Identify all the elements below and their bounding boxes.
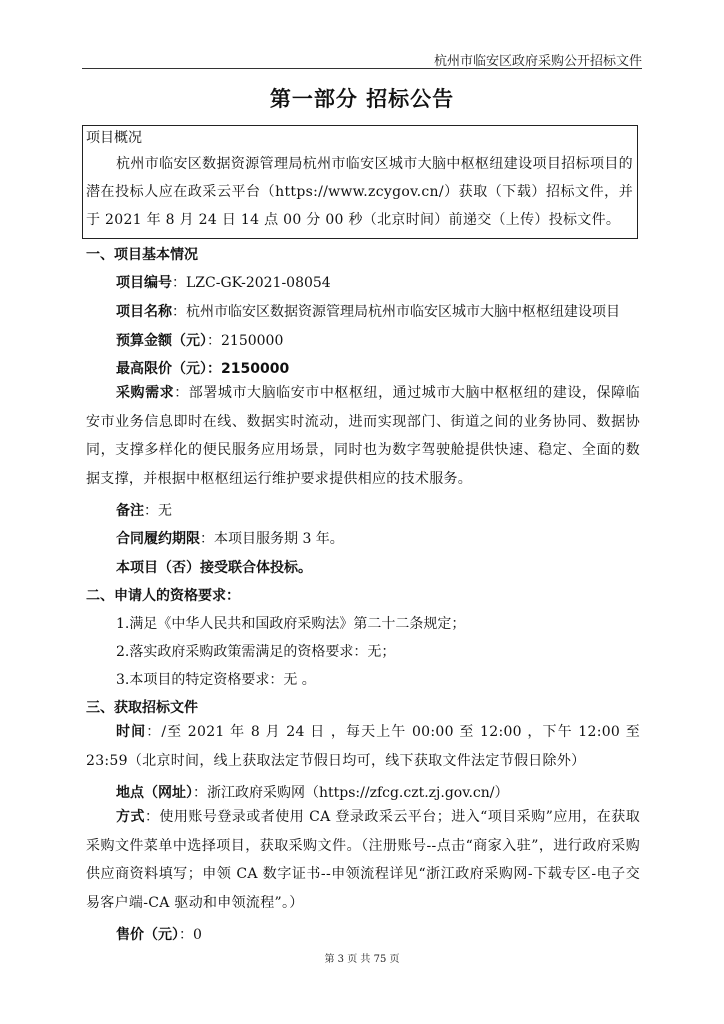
overview-text: 杭州市临安区数据资源管理局杭州市临安区城市大脑中枢枢纽建设项目招标项目的潜在投标人应在政采云平台（https://www.zcygov.cn/）获取（下载）招标文件，并于 2021 年 8 月 24 日 14 点 00 分 00 秒（北京时间）前递交（上传）投标文件。 bbox=[86, 156, 633, 228]
budget-row bbox=[116, 330, 640, 350]
acquisition-place-row bbox=[116, 782, 640, 802]
qualification-item: 1.满足《中华人民共和国政府采购法》第二十二条规定； bbox=[116, 616, 466, 632]
max-price-row bbox=[116, 358, 640, 378]
project-name-value: ：杭州市临安区数据资源管理局杭州市临安区城市大脑中枢枢纽建设项目 bbox=[172, 304, 620, 320]
overview-box bbox=[82, 125, 638, 239]
contract-term-row bbox=[116, 528, 640, 548]
remark-row bbox=[116, 500, 640, 520]
project-number-label: 项目编号 bbox=[116, 275, 172, 291]
section-1-heading: 一、项目基本情况 bbox=[86, 247, 198, 263]
page-title: 第一部分 招标公告 bbox=[269, 87, 455, 111]
time-text: ：/至 2021 年 8 月 24 日 ，每天上午 00:00 至 12:00 ，下午 12:00 至 23:59（北京时间，线上获取法定节假日均可，线下获取文件法定节假日除外） bbox=[86, 724, 640, 769]
overview-heading: 项目概况 bbox=[86, 130, 142, 146]
place-label: 地点（网址） bbox=[116, 785, 193, 801]
running-header: 杭州市临安区政府采购公开招标文件 bbox=[433, 54, 642, 69]
acquisition-method bbox=[86, 803, 640, 917]
method-text: ：使用账号登录或者使用 CA 登录政采云平台；进入“项目采购”应用，在获取采购文件菜单中选择项目，获取采购文件。（注册账号--点击“商家入驻”，进行政府采购供应商资料填写；申领 CA 数字证书--申领流程详见“浙江政府采购网-下载专区-电子交易客户端-CA 驱动和申领流程”。） bbox=[86, 809, 640, 911]
price-label: 售价（元） bbox=[116, 927, 179, 943]
section-3-heading: 三、获取招标文件 bbox=[86, 700, 198, 716]
contract-term-value: ：本项目服务期 3 年。 bbox=[200, 531, 344, 547]
remark-label: 备注 bbox=[116, 503, 144, 519]
project-number-value: ：LZC-GK-2021-08054 bbox=[172, 275, 331, 291]
remark-value: ：无 bbox=[144, 503, 172, 519]
price-row bbox=[116, 924, 640, 944]
max-price-label: 最高限价（元）： bbox=[116, 361, 221, 377]
acquisition-time bbox=[86, 718, 640, 775]
price-value: ：0 bbox=[179, 927, 202, 943]
time-label: 时间 bbox=[116, 724, 147, 740]
contract-term-label: 合同履约期限 bbox=[116, 531, 200, 547]
project-number-row bbox=[116, 272, 640, 292]
budget-value: ：2150000 bbox=[207, 333, 284, 349]
method-label: 方式 bbox=[116, 809, 145, 825]
qualification-item: 3.本项目的特定资格要求：无 。 bbox=[116, 672, 316, 688]
max-price-value: 2150000 bbox=[221, 361, 290, 377]
header-rule bbox=[82, 68, 642, 69]
project-name-label: 项目名称 bbox=[116, 304, 172, 320]
demand-text: ：部署城市大脑临安市中枢枢纽，通过城市大脑中枢枢纽的建设，保障临安市业务信息即时在线、数据实时流动，进而实现部门、街道之间的业务协同、数据协同，支撑多样化的便民服务应用场景，同时也为数字驾驶舱提供快速、稳定、全面的数据支撑，并根据中枢枢纽运行维护要求提供相应的技术服务。 bbox=[86, 385, 640, 487]
place-value: ：浙江政府采购网（https://zfcg.czt.zj.gov.cn/） bbox=[193, 785, 509, 801]
consortium-note: 本项目（否）接受联合体投标。 bbox=[116, 560, 312, 576]
qualification-item: 2.落实政府采购政策需满足的资格要求：无； bbox=[116, 644, 396, 660]
demand-label: 采购需求 bbox=[116, 385, 175, 401]
budget-label: 预算金额（元） bbox=[116, 333, 207, 349]
project-name-row bbox=[116, 301, 640, 321]
page-number: 第 3 页 共 75 页 bbox=[324, 954, 400, 965]
section-2-heading: 二、申请人的资格要求： bbox=[86, 588, 240, 604]
procurement-demand bbox=[86, 379, 640, 493]
